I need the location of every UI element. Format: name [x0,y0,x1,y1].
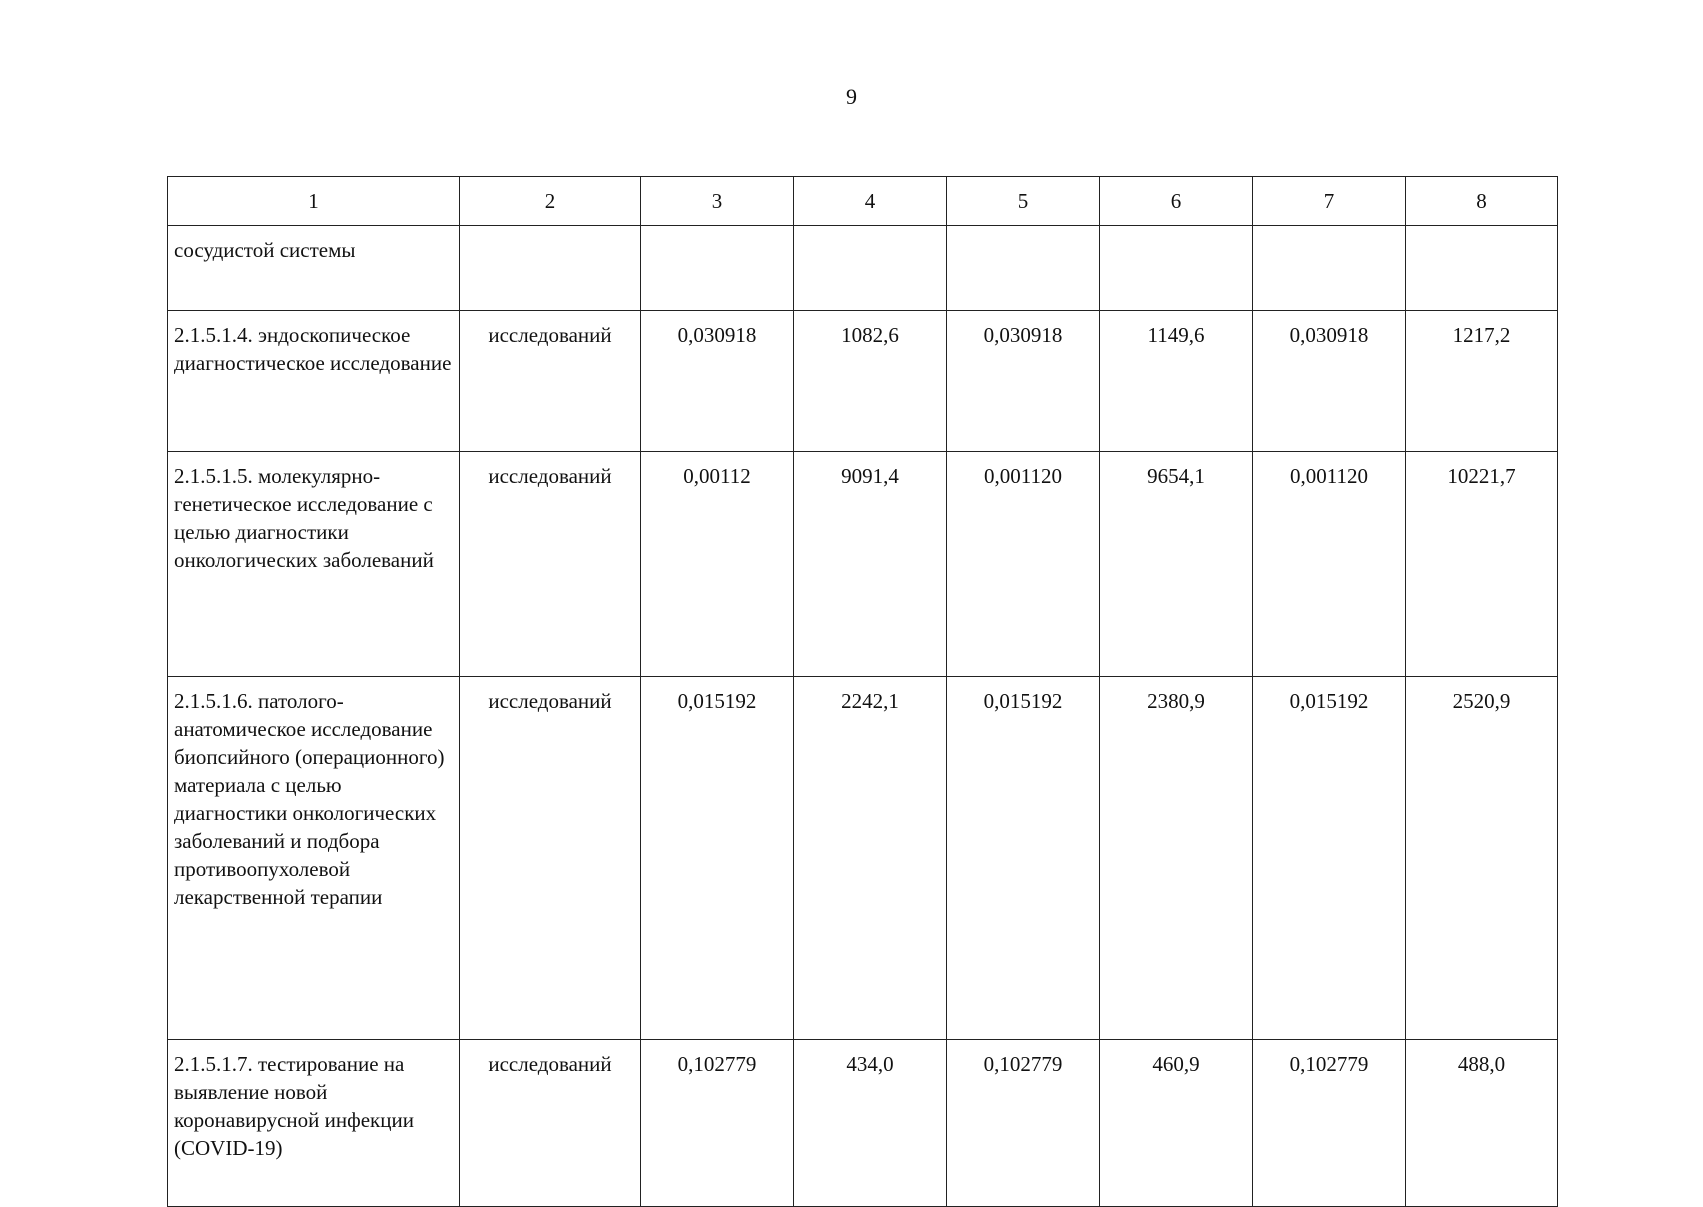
cell-col8: 1217,2 [1406,311,1558,452]
column-header: 1 [168,177,460,226]
row-unit: исследований [460,452,641,677]
cell-col8 [1406,226,1558,311]
row-unit: исследований [460,311,641,452]
table-row [168,677,1558,1040]
row-description: сосудистой системы [168,226,460,311]
column-header: 4 [794,177,947,226]
cell-col3: 0,015192 [641,677,794,1040]
cell-col4: 1082,6 [794,311,947,452]
cell-col5: 0,015192 [947,677,1100,1040]
cell-col3: 0,00112 [641,452,794,677]
row-unit: исследований [460,1040,641,1207]
cell-col6: 1149,6 [1100,311,1253,452]
column-header: 7 [1253,177,1406,226]
table-row [168,452,1558,677]
cell-col3: 0,102779 [641,1040,794,1207]
row-unit: исследований [460,677,641,1040]
data-table [167,176,1558,1207]
column-header: 6 [1100,177,1253,226]
table-row [168,1040,1558,1207]
table-header-row [168,177,1558,226]
row-description: 2.1.5.1.4. эндоскопическое диагностическое исследование [168,311,460,452]
row-description: 2.1.5.1.7. тестирование на выявление новой коронавирусной инфекции (COVID-19) [168,1040,460,1207]
cell-col4 [794,226,947,311]
column-header: 3 [641,177,794,226]
cell-col7 [1253,226,1406,311]
cell-col8: 2520,9 [1406,677,1558,1040]
cell-col4: 434,0 [794,1040,947,1207]
cell-col6: 9654,1 [1100,452,1253,677]
column-header: 2 [460,177,641,226]
page-number: 9 [846,84,857,109]
row-description: 2.1.5.1.6. патолого-анатомическое исследование биопсийного (операционного) материала с целью диагностики онкологических заболеваний и подбора противоопухолевой лекарственной терапии [168,677,460,1040]
row-unit [460,226,641,311]
cell-col5: 0,001120 [947,452,1100,677]
column-header: 8 [1406,177,1558,226]
row-description: 2.1.5.1.5. молекулярно-генетическое исследование с целью диагностики онкологических заболеваний [168,452,460,677]
cell-col3: 0,030918 [641,311,794,452]
cell-col6: 460,9 [1100,1040,1253,1207]
cell-col7: 0,015192 [1253,677,1406,1040]
cell-col3 [641,226,794,311]
cell-col7: 0,001120 [1253,452,1406,677]
cell-col5: 0,102779 [947,1040,1100,1207]
cell-col6 [1100,226,1253,311]
cell-col5: 0,030918 [947,311,1100,452]
cell-col5 [947,226,1100,311]
cell-col7: 0,102779 [1253,1040,1406,1207]
cell-col6: 2380,9 [1100,677,1253,1040]
cell-col4: 9091,4 [794,452,947,677]
table-row [168,226,1558,311]
cell-col7: 0,030918 [1253,311,1406,452]
cell-col8: 488,0 [1406,1040,1558,1207]
cell-col8: 10221,7 [1406,452,1558,677]
cell-col4: 2242,1 [794,677,947,1040]
column-header: 5 [947,177,1100,226]
table-row [168,311,1558,452]
